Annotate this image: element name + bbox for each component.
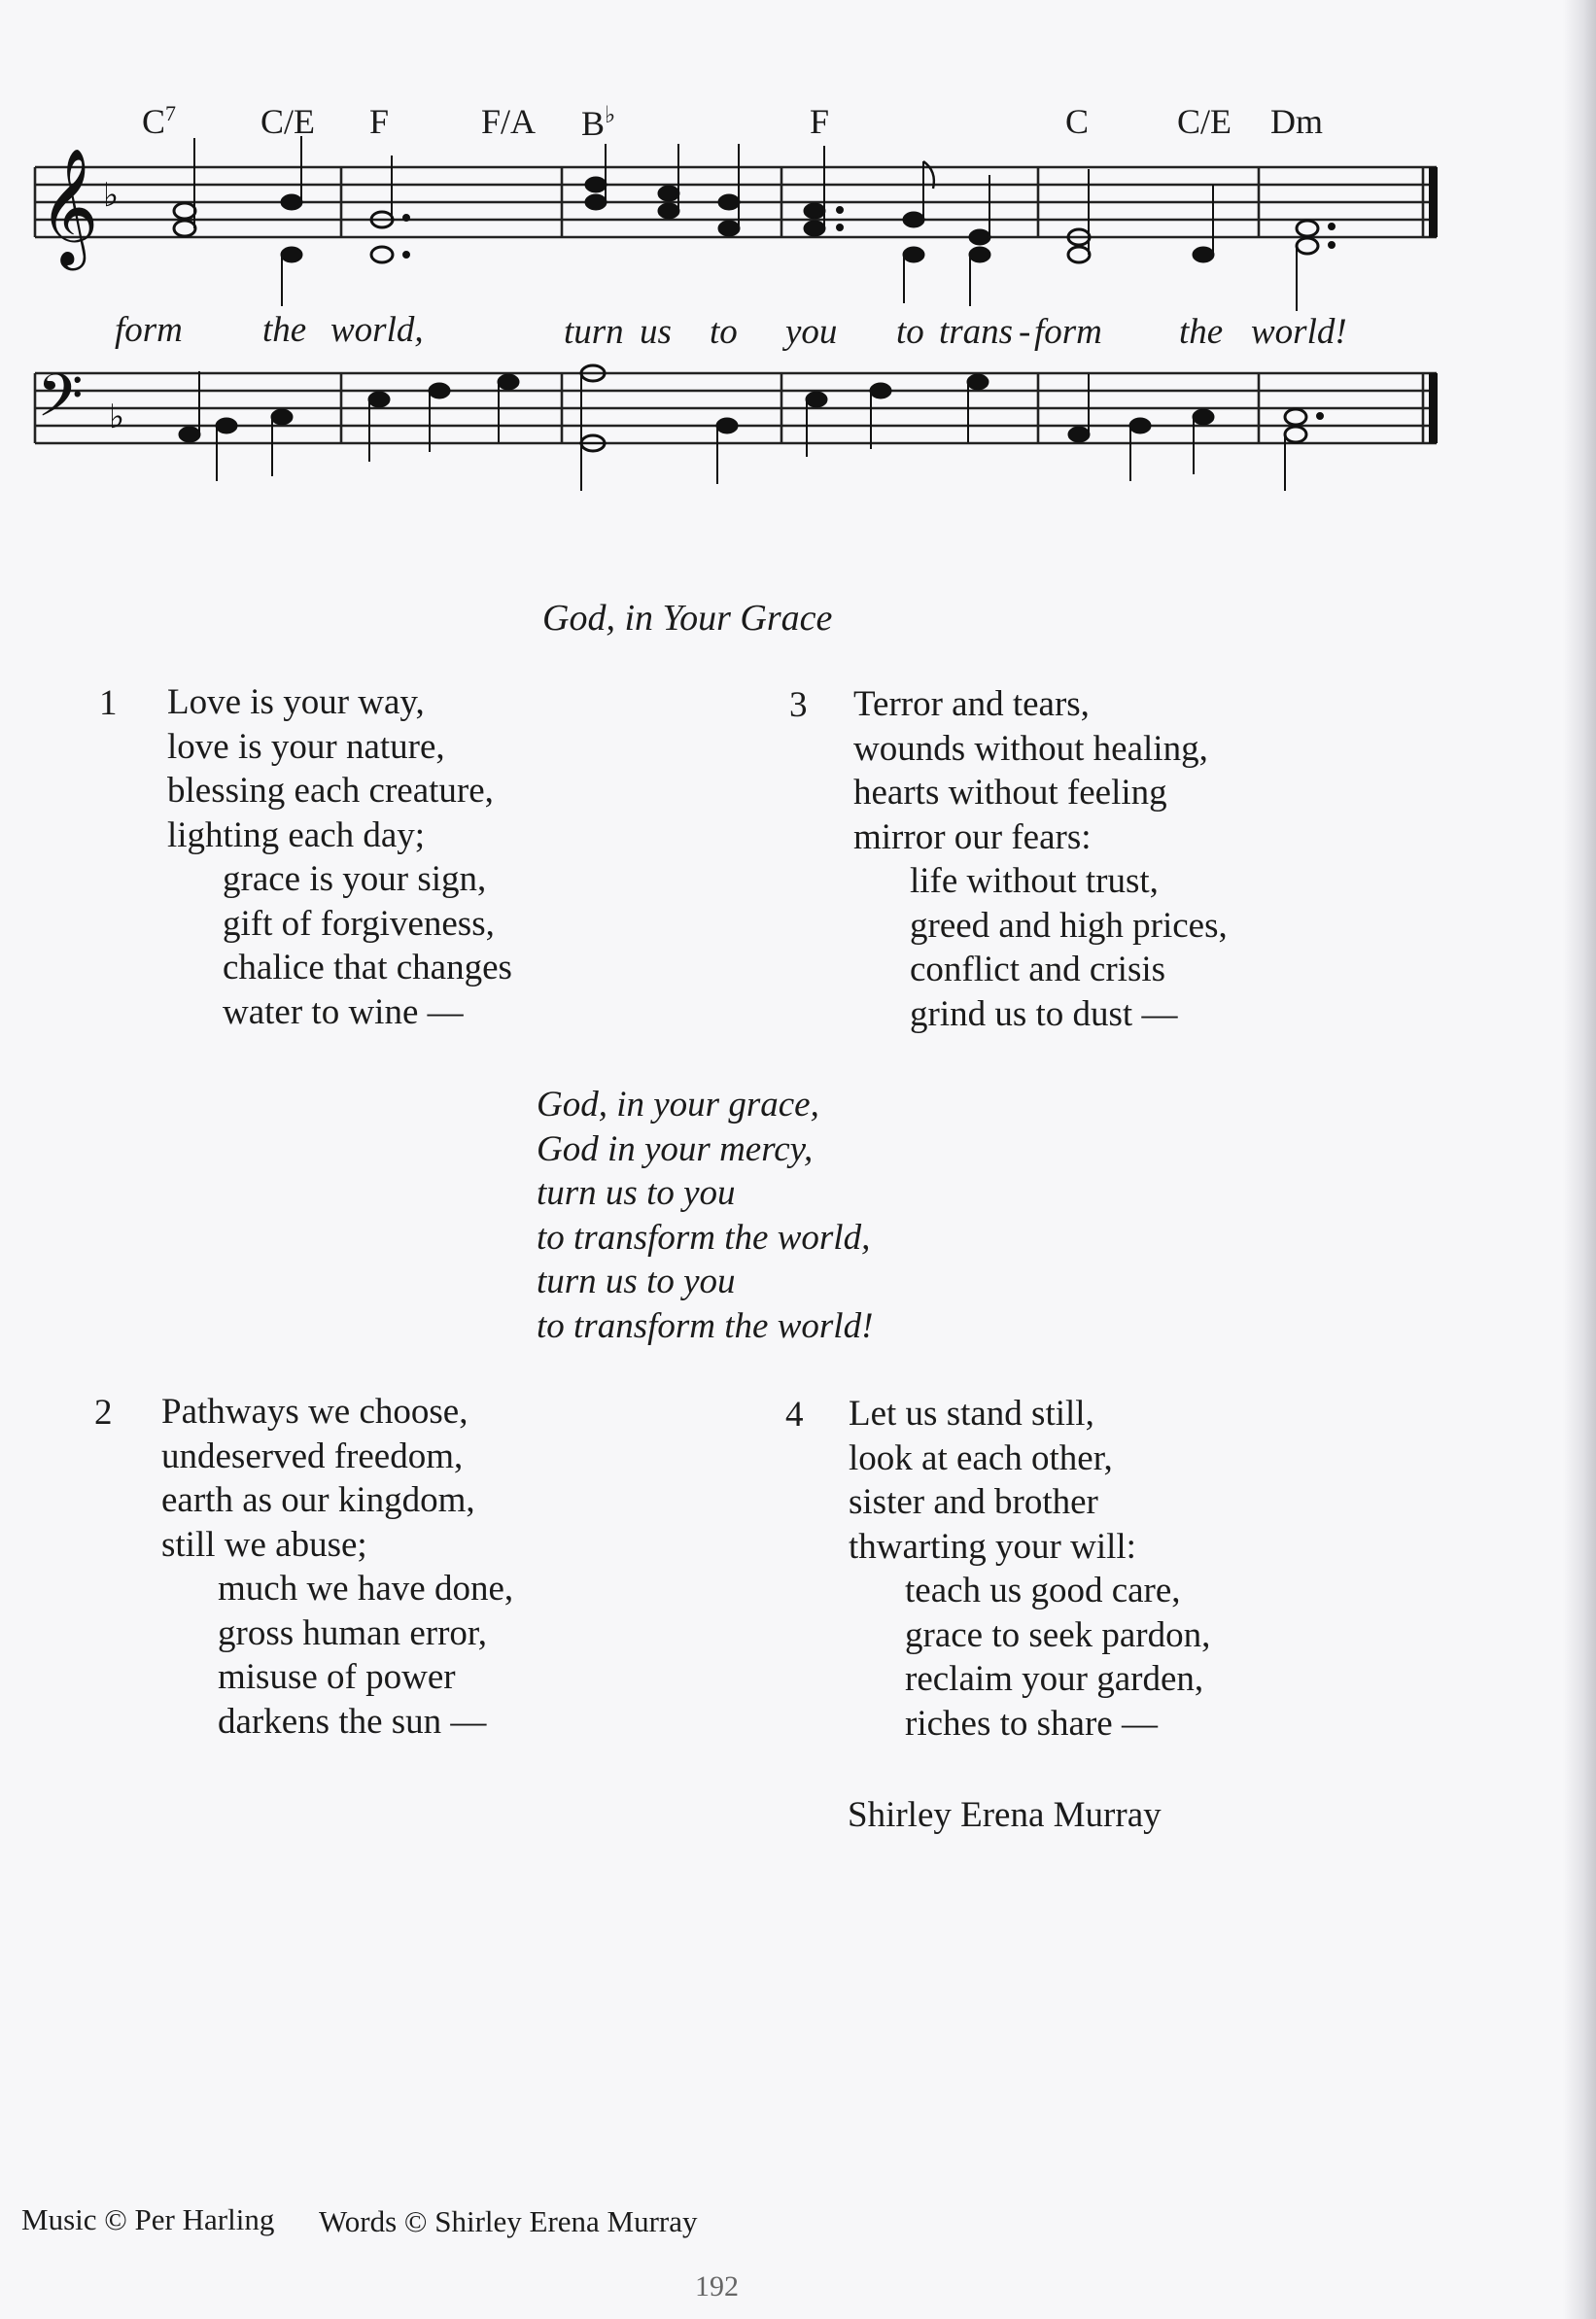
chord-symbol: C/E	[1177, 102, 1232, 141]
verse-line: much we have done,	[218, 1569, 514, 1609]
verse-3	[853, 682, 1228, 1036]
treble-clef-icon: 𝄞	[39, 147, 99, 265]
chord-symbol: B♭	[581, 103, 616, 143]
lyric-syllable: the	[1179, 312, 1224, 352]
verse-line: misuse of power	[218, 1657, 456, 1697]
verse-line: chalice that changes	[223, 948, 512, 987]
chord-symbol: C/E	[260, 102, 316, 141]
verse-1	[167, 680, 512, 1034]
treble-notes	[174, 136, 1336, 311]
verse-line: life without trust,	[910, 861, 1159, 901]
footer-words-copyright: Words © Shirley Erena Murray	[319, 2204, 698, 2238]
verse-line: thwarting your will:	[849, 1526, 1136, 1567]
bass-clef-icon: 𝄢	[37, 362, 84, 445]
hymn-title: God, in Your Grace	[542, 598, 833, 639]
verse-line: reclaim your garden,	[905, 1659, 1204, 1699]
lyric-syllable: form	[115, 310, 183, 350]
verse-line: conflict and crisis	[910, 950, 1166, 989]
page-number: 192	[695, 2270, 739, 2302]
verse-line: mirror our fears:	[853, 816, 1092, 857]
chord-symbol: F/A	[481, 102, 537, 141]
verse-number: 3	[789, 685, 808, 725]
verse-line: lighting each day;	[167, 814, 426, 855]
verse-line: Terror and tears,	[853, 684, 1090, 724]
lyric-syllable: -	[1019, 312, 1031, 352]
verse-line: look at each other,	[849, 1437, 1113, 1478]
author-credit: Shirley Erena Murray	[848, 1795, 1162, 1835]
lyric-syllable: us	[640, 312, 672, 352]
flat-icon: ♭	[103, 176, 120, 215]
verse-line: greed and high prices,	[910, 905, 1228, 946]
verse-line: darkens the sun —	[218, 1701, 487, 1742]
verse-line: riches to share —	[905, 1703, 1158, 1744]
bass-staff	[35, 373, 1437, 443]
verse-line: gift of forgiveness,	[223, 903, 495, 944]
chorus-line: to transform the world,	[537, 1217, 871, 1258]
chord-symbol: F	[810, 102, 830, 141]
chord-symbol: C	[1065, 102, 1090, 141]
verse-line: love is your nature,	[167, 726, 445, 767]
verse-line: earth as our kingdom,	[161, 1480, 475, 1520]
verse-line: blessing each creature,	[167, 771, 494, 811]
verse-line: undeserved freedom,	[161, 1436, 464, 1476]
verse-line: hearts without feeling	[853, 773, 1167, 813]
flat-icon: ♭	[109, 398, 125, 436]
verse-line: teach us good care,	[905, 1571, 1181, 1610]
chorus-line: God in your mercy,	[537, 1128, 814, 1169]
lyric-syllable: to	[896, 312, 924, 352]
chord-symbol: Dm	[1270, 102, 1323, 141]
lyric-syllable: world!	[1251, 312, 1347, 352]
lyric-syllable: world,	[330, 310, 424, 350]
verse-line: gross human error,	[218, 1612, 487, 1653]
chorus-line: to transform the world!	[537, 1305, 874, 1346]
verse-line: grace is your sign,	[223, 859, 487, 899]
bass-notes	[179, 365, 1324, 491]
verse-line: Let us stand still,	[849, 1394, 1094, 1434]
lyric-syllable: you	[785, 312, 838, 352]
verse-number: 1	[99, 683, 118, 723]
chord-symbol: F	[369, 102, 390, 141]
chorus	[537, 1083, 873, 1348]
chorus-line: turn us to you	[537, 1173, 736, 1213]
verse-line: Love is your way,	[167, 682, 425, 722]
verse-number: 2	[94, 1393, 113, 1433]
verse-line: water to wine —	[223, 991, 464, 1032]
verse-number: 4	[785, 1395, 804, 1435]
chord-symbol: $C^7$	[142, 101, 177, 141]
lyric-syllable: the	[262, 310, 307, 350]
chorus-line: turn us to you	[537, 1262, 736, 1301]
verse-line: grace to seek pardon,	[905, 1614, 1211, 1655]
verse-4	[849, 1392, 1210, 1746]
lyric-syllable: trans	[939, 312, 1014, 352]
chorus-line: God, in your grace,	[537, 1085, 819, 1125]
verse-line: sister and brother	[849, 1482, 1098, 1522]
verse-line: still we abuse;	[161, 1524, 367, 1565]
lyric-syllable: form	[1034, 312, 1102, 352]
footer-music-copyright: Music © Per Harling	[21, 2202, 275, 2236]
lyric-syllable: turn	[564, 312, 624, 352]
verse-line: wounds without healing,	[853, 728, 1208, 769]
verse-2	[161, 1390, 513, 1744]
final-barlines	[1429, 167, 1438, 443]
lyric-syllable: to	[710, 312, 738, 352]
verse-line: Pathways we choose,	[161, 1392, 468, 1432]
page-edge-shadow	[1563, 0, 1596, 2319]
verse-line: grind us to dust —	[910, 993, 1178, 1034]
music-score	[0, 0, 1596, 525]
